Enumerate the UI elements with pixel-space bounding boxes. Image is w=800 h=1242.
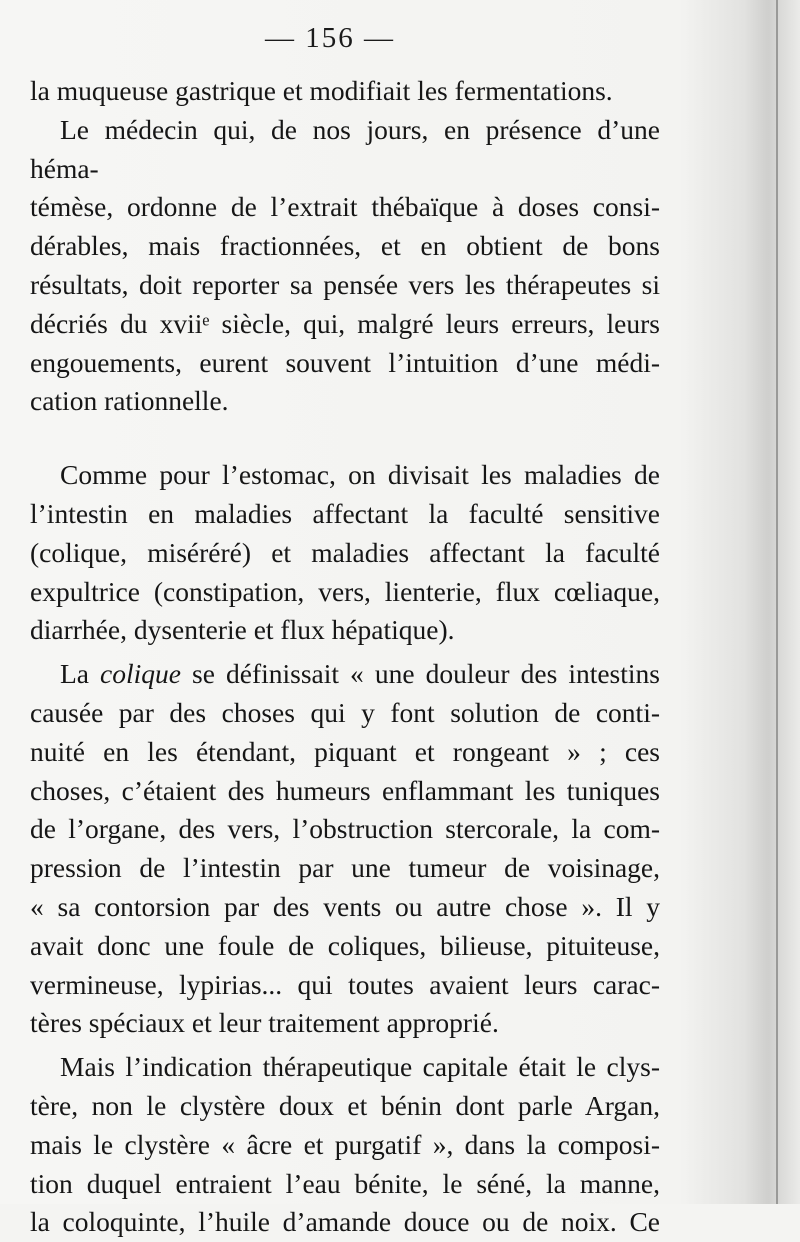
text-line: Comme pour l’estomac, on divisait les maladies de bbox=[60, 459, 660, 491]
text-fragment: La bbox=[60, 658, 101, 690]
text-line: (colique, miséréré) et maladies affectant la faculté bbox=[30, 536, 660, 568]
text-line: tère, non le clystère doux et bénin dont parle Argan, bbox=[30, 1089, 660, 1121]
text-line: tion duquel entraient l’eau bénite, le séné, la manne, bbox=[30, 1167, 660, 1199]
text-line: tères spéciaux et leur traitement approprié. bbox=[30, 1007, 499, 1039]
text-line: causée par des choses qui y font solution de conti- bbox=[30, 696, 660, 728]
text-line: diarrhée, dysenterie et flux hépatique). bbox=[30, 614, 455, 646]
text-line: vermineuse, lypirias... qui toutes avaient leurs carac- bbox=[30, 968, 660, 1000]
text-line: résultats, doit reporter sa pensée vers les thérapeutes si bbox=[30, 268, 660, 300]
text-line: l’intestin en maladies affectant la faculté sensitive bbox=[30, 497, 660, 529]
text-line: dérables, mais fractionnées, et en obtient de bons bbox=[30, 230, 660, 262]
body-text bbox=[30, 72, 660, 1242]
text-line: de l’organe, des vers, l’obstruction stercorale, la com- bbox=[30, 813, 660, 845]
text-line: Mais l’indication thérapeutique capitale était le clys- bbox=[60, 1051, 660, 1083]
page-edge-line bbox=[776, 0, 778, 1204]
text-line: avait donc une foule de coliques, bilieuse, pituiteuse, bbox=[30, 929, 660, 961]
text-line: mais le clystère « âcre et purgatif », dans la composi- bbox=[30, 1128, 660, 1160]
text-line: décriés du xviiᵉ siècle, qui, malgré leurs erreurs, leurs bbox=[30, 307, 660, 339]
text-line: témèse, ordonne de l’extrait thébaïque à doses consi- bbox=[30, 191, 660, 223]
text-fragment: se définissait « une douleur des intestins bbox=[181, 658, 660, 690]
text-line: Le médecin qui, de nos jours, en présence d’une héma- bbox=[30, 113, 660, 184]
text-line: la muqueuse gastrique et modifiait les fermentations. bbox=[30, 75, 613, 106]
text-line: nuité en les étendant, piquant et rongeant » ; ces bbox=[30, 735, 660, 767]
text-line: expultrice (constipation, vers, lienterie, flux cœliaque, bbox=[30, 575, 660, 607]
page-number: — 156 — bbox=[265, 22, 395, 54]
paragraph-gap bbox=[30, 421, 660, 456]
text-line: engouements, eurent souvent l’intuition d’une médi- bbox=[30, 346, 660, 378]
text-line: « sa contorsion par des vents ou autre chose ». Il y bbox=[30, 890, 660, 922]
italic-term-colique: colique bbox=[100, 658, 181, 690]
text-line: pression de l’intestin par une tumeur de voisinage, bbox=[30, 852, 660, 884]
text-line: choses, c’étaient des humeurs enflammant les tuniques bbox=[30, 774, 660, 806]
text-line: la coloquinte, l’huile d’amande douce ou de noix. Ce bbox=[30, 1206, 660, 1238]
text-line: cation rationnelle. bbox=[30, 385, 229, 417]
text-line-colique bbox=[30, 655, 660, 694]
